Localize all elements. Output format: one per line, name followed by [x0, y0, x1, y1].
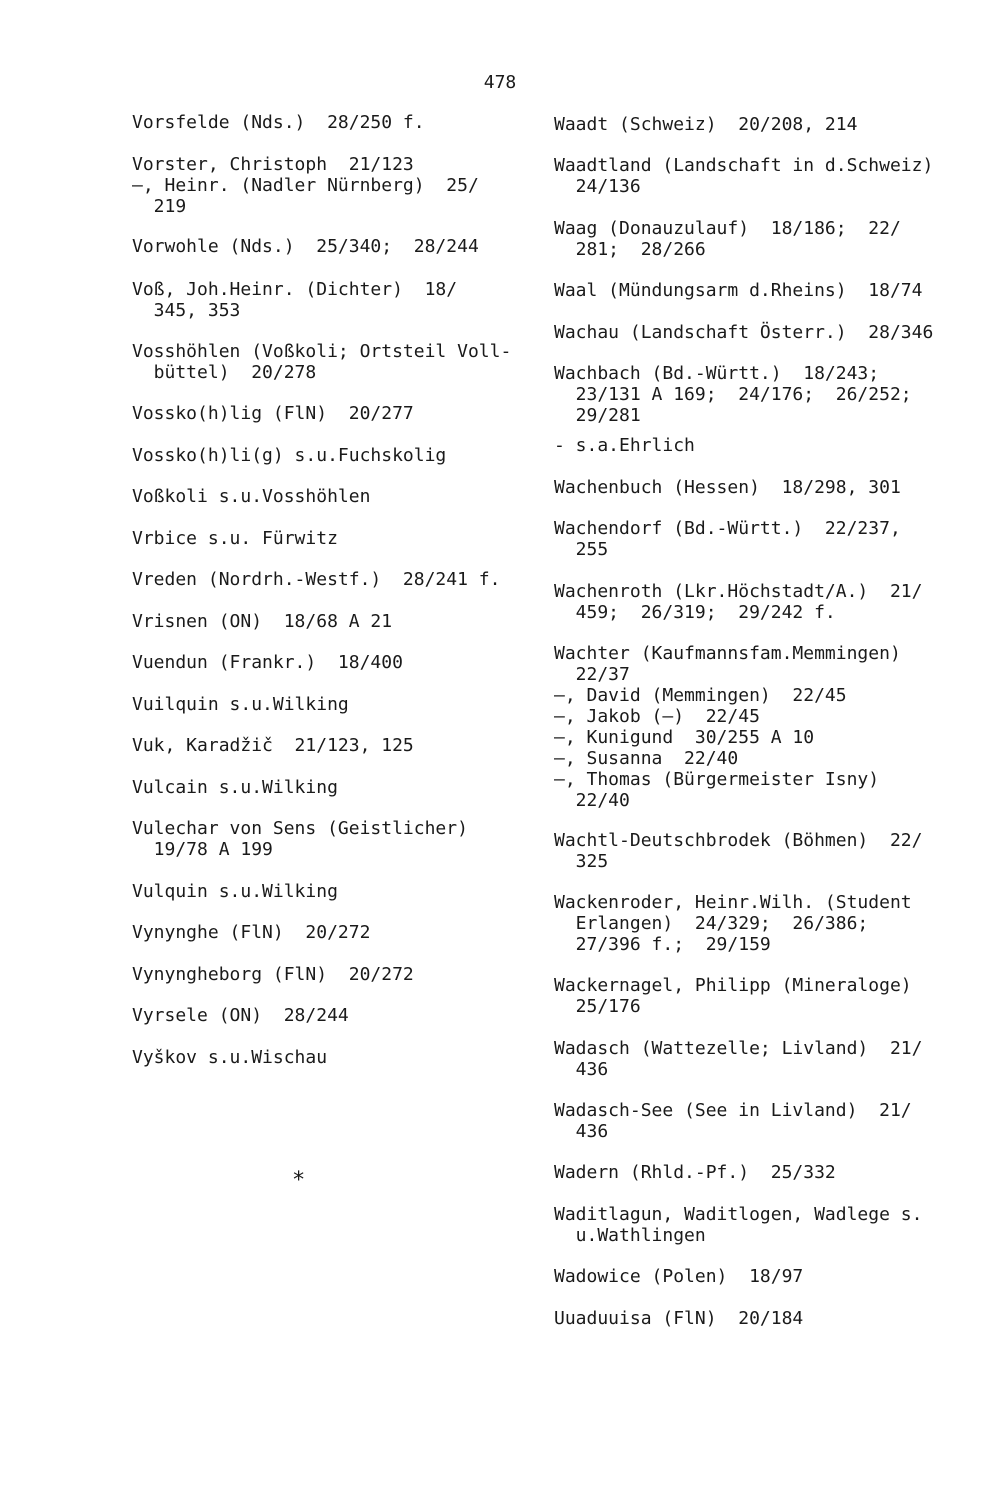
- entry-line: Wackernagel, Philipp (Mineraloge): [554, 975, 912, 996]
- index-entry: [132, 569, 500, 590]
- entry-line: Vreden (Nordrh.-Westf.) 28/241 f.: [132, 569, 501, 590]
- entry-line: Vynynghe (FlN) 20/272: [132, 922, 371, 943]
- entry-line: —, Thomas (Bürgermeister Isny): [554, 769, 880, 790]
- entry-line: Wachtl-Deutschbrodek (Böhmen) 22/: [554, 830, 923, 851]
- entry-line: —, Jakob (—) 22/45: [554, 706, 760, 727]
- entry-line: 436: [554, 1059, 609, 1080]
- entry-line: Wachenroth (Lkr.Höchstadt/A.) 21/: [554, 581, 923, 602]
- index-entry: [554, 114, 857, 135]
- entry-line: —, David (Memmingen) 22/45: [554, 685, 847, 706]
- entry-line: Vulquin s.u.Wilking: [132, 881, 338, 902]
- entry-line: 23/131 A 169; 24/176; 26/252;: [554, 384, 912, 405]
- entry-line: Wachau (Landschaft Österr.) 28/346: [554, 322, 934, 343]
- entry-line: 27/396 f.; 29/159: [554, 934, 771, 955]
- index-entry: [132, 528, 338, 549]
- index-entry: [554, 322, 933, 343]
- entry-line: Wadowice (Polen) 18/97: [554, 1266, 804, 1287]
- index-entry: [554, 1308, 803, 1329]
- index-entry: [554, 155, 933, 197]
- entry-line: Voß, Joh.Heinr. (Dichter) 18/: [132, 279, 458, 300]
- entry-line: Erlangen) 24/329; 26/386;: [554, 913, 869, 934]
- entry-line: 219: [132, 196, 187, 217]
- index-entry: [132, 341, 511, 383]
- index-entry: [554, 363, 912, 426]
- entry-line: Vuk, Karadžič 21/123, 125: [132, 735, 414, 756]
- index-entry: [554, 280, 922, 301]
- index-entry: [132, 922, 370, 943]
- entry-line: u.Wathlingen: [554, 1225, 706, 1246]
- index-entry: [554, 830, 922, 872]
- index-entry: [132, 279, 457, 321]
- entry-line: Vrisnen (ON) 18/68 A 21: [132, 611, 393, 632]
- index-entry: [132, 486, 370, 507]
- entry-line: Uuaduuisa (FlN) 20/184: [554, 1308, 804, 1329]
- index-entry: [132, 1047, 327, 1068]
- entry-line: Vuendun (Frankr.) 18/400: [132, 652, 403, 673]
- entry-line: Vossko(h)li(g) s.u.Fuchskolig: [132, 445, 447, 466]
- index-entry: [554, 1266, 803, 1287]
- entry-line: Vorwohle (Nds.) 25/340; 28/244: [132, 236, 479, 257]
- index-entry: [132, 735, 414, 756]
- entry-line: Vulcain s.u.Wilking: [132, 777, 338, 798]
- entry-line: Wadasch (Wattezelle; Livland) 21/: [554, 1038, 923, 1059]
- entry-line: Waditlagun, Waditlogen, Wadlege s.: [554, 1204, 923, 1225]
- entry-line: Waadtland (Landschaft in d.Schweiz): [554, 155, 934, 176]
- entry-line: —, Susanna 22/40: [554, 748, 739, 769]
- entry-line: - s.a.Ehrlich: [554, 435, 695, 456]
- entry-line: Vyškov s.u.Wischau: [132, 1047, 328, 1068]
- index-entry: [132, 1005, 349, 1026]
- index-entry: [132, 881, 338, 902]
- entry-line: Wachbach (Bd.-Württ.) 18/243;: [554, 363, 880, 384]
- index-entry: [554, 218, 901, 260]
- entry-line: Vorsfelde (Nds.) 28/250 f.: [132, 112, 425, 133]
- entry-line: —, Kunigund 30/255 A 10: [554, 727, 815, 748]
- index-entry: [554, 643, 901, 811]
- entry-line: Wachter (Kaufmannsfam.Memmingen): [554, 643, 901, 664]
- entry-line: Vynyngheborg (FlN) 20/272: [132, 964, 414, 985]
- entry-line: Wackenroder, Heinr.Wilh. (Student: [554, 892, 912, 913]
- index-entry: [132, 611, 392, 632]
- entry-line: Vorster, Christoph 21/123: [132, 154, 414, 175]
- entry-line: Waadt (Schweiz) 20/208, 214: [554, 114, 858, 135]
- entry-line: Wachenbuch (Hessen) 18/298, 301: [554, 477, 901, 498]
- entry-line: Waal (Mündungsarm d.Rheins) 18/74: [554, 280, 923, 301]
- index-entry: [554, 1204, 922, 1246]
- index-entry: [554, 1100, 912, 1142]
- entry-line: Vuilquin s.u.Wilking: [132, 694, 349, 715]
- index-entry: [554, 477, 901, 498]
- index-entry: [554, 975, 912, 1017]
- index-entry: [132, 112, 425, 133]
- entry-line: Vrbice s.u. Fürwitz: [132, 528, 338, 549]
- section-end-mark: *: [292, 1168, 306, 1193]
- entry-line: 281; 28/266: [554, 239, 706, 260]
- index-entry: [132, 694, 349, 715]
- entry-line: Voßkoli s.u.Vosshöhlen: [132, 486, 371, 507]
- entry-line: Vulechar von Sens (Geistlicher): [132, 818, 468, 839]
- entry-line: 22/40: [554, 790, 630, 811]
- index-entry: [132, 652, 403, 673]
- index-entry: [132, 154, 479, 217]
- entry-line: büttel) 20/278: [132, 362, 317, 383]
- entry-line: Wachendorf (Bd.-Württ.) 22/237,: [554, 518, 901, 539]
- index-entry: [132, 964, 414, 985]
- index-entry: [554, 581, 922, 623]
- entry-line: 24/136: [554, 176, 641, 197]
- entry-line: 25/176: [554, 996, 641, 1017]
- index-entry: [132, 818, 468, 860]
- entry-line: —, Heinr. (Nadler Nürnberg) 25/: [132, 175, 479, 196]
- index-entry: [554, 892, 912, 955]
- entry-line: 255: [554, 539, 609, 560]
- index-entry: [554, 1038, 922, 1080]
- entry-line: Vyrsele (ON) 28/244: [132, 1005, 349, 1026]
- index-entry: [554, 518, 901, 560]
- index-entry: [132, 777, 338, 798]
- entry-line: 459; 26/319; 29/242 f.: [554, 602, 836, 623]
- entry-line: Wadasch-See (See in Livland) 21/: [554, 1100, 912, 1121]
- index-entry: [554, 435, 695, 456]
- entry-line: Waag (Donauzulauf) 18/186; 22/: [554, 218, 901, 239]
- entry-line: Vossko(h)lig (FlN) 20/277: [132, 403, 414, 424]
- page-number: 478: [483, 72, 517, 93]
- entry-line: 345, 353: [132, 300, 241, 321]
- entry-line: 436: [554, 1121, 609, 1142]
- entry-line: Wadern (Rhld.-Pf.) 25/332: [554, 1162, 836, 1183]
- entry-line: 29/281: [554, 405, 641, 426]
- entry-line: Vosshöhlen (Voßkoli; Ortsteil Voll-: [132, 341, 512, 362]
- index-entry: [132, 236, 479, 257]
- entry-line: 325: [554, 851, 609, 872]
- entry-line: 19/78 A 199: [132, 839, 273, 860]
- index-entry: [554, 1162, 836, 1183]
- entry-line: 22/37: [554, 664, 630, 685]
- index-entry: [132, 403, 414, 424]
- index-entry: [132, 445, 446, 466]
